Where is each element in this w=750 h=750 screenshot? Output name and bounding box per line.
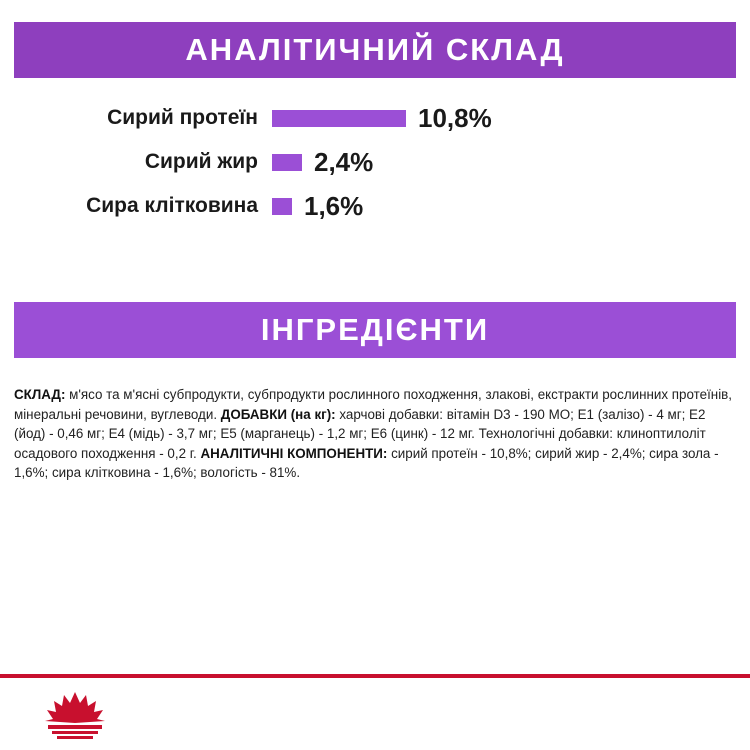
ingredients-text-analytical: сирий протеїн - 10,8%; сирий жир - 2,4%; сира зола - 1,6%; сира клітковина - 1,6%; вологість - 81%. <box>14 445 719 481</box>
chart-row <box>14 184 736 228</box>
ingredients-text-composition: м'ясо та м'ясні субпродукти, субпродукти рослинного походження, злакові, екстракти рослинних протеїнів, мінеральні речовини, вуглеводи. <box>14 387 733 422</box>
analytical-composition-header: АНАЛІТИЧНИЙ СКЛАД <box>14 22 736 78</box>
ingredients-header: ІНГРЕДІЄНТИ <box>14 302 736 358</box>
chart-category-label: Сира клітковина <box>86 194 258 217</box>
chart-value-label: 1,6% <box>304 190 364 221</box>
ingredients-label-analytical: АНАЛІТИЧНІ КОМПОНЕНТИ: <box>200 445 388 461</box>
royal-canin-crown-icon <box>44 690 106 740</box>
chart-category-label: Сирий жир <box>144 150 258 173</box>
chart-bar <box>272 154 302 171</box>
ingredients-text-additives: харчові добавки: вітамін D3 - 190 МО; Е1 (залізо) - 4 мг; Е2 (йод) - 0,46 мг; Е4 (мідь) - 3,7 мг; Е5 (марганець) - 1,2 мг; Е6 (цинк) - 12 мг. Технологічні добавки: клиноптилоліт осадового походження - 0,2 г. <box>14 406 706 461</box>
ingredients-label-composition: СКЛАД: <box>14 387 66 403</box>
footer-bar <box>0 674 750 750</box>
chart-bar <box>272 110 406 127</box>
chart-category-label: Сирий протеїн <box>107 106 258 129</box>
analytical-composition-chart <box>14 96 736 246</box>
chart-row <box>14 140 736 184</box>
ingredients-label-additives: ДОБАВКИ (на кг): <box>220 406 336 422</box>
ingredients-paragraph <box>14 385 736 482</box>
chart-value-label: 2,4% <box>314 146 374 177</box>
chart-bar <box>272 198 292 215</box>
chart-row <box>14 96 736 140</box>
chart-value-label: 10,8% <box>418 102 492 133</box>
